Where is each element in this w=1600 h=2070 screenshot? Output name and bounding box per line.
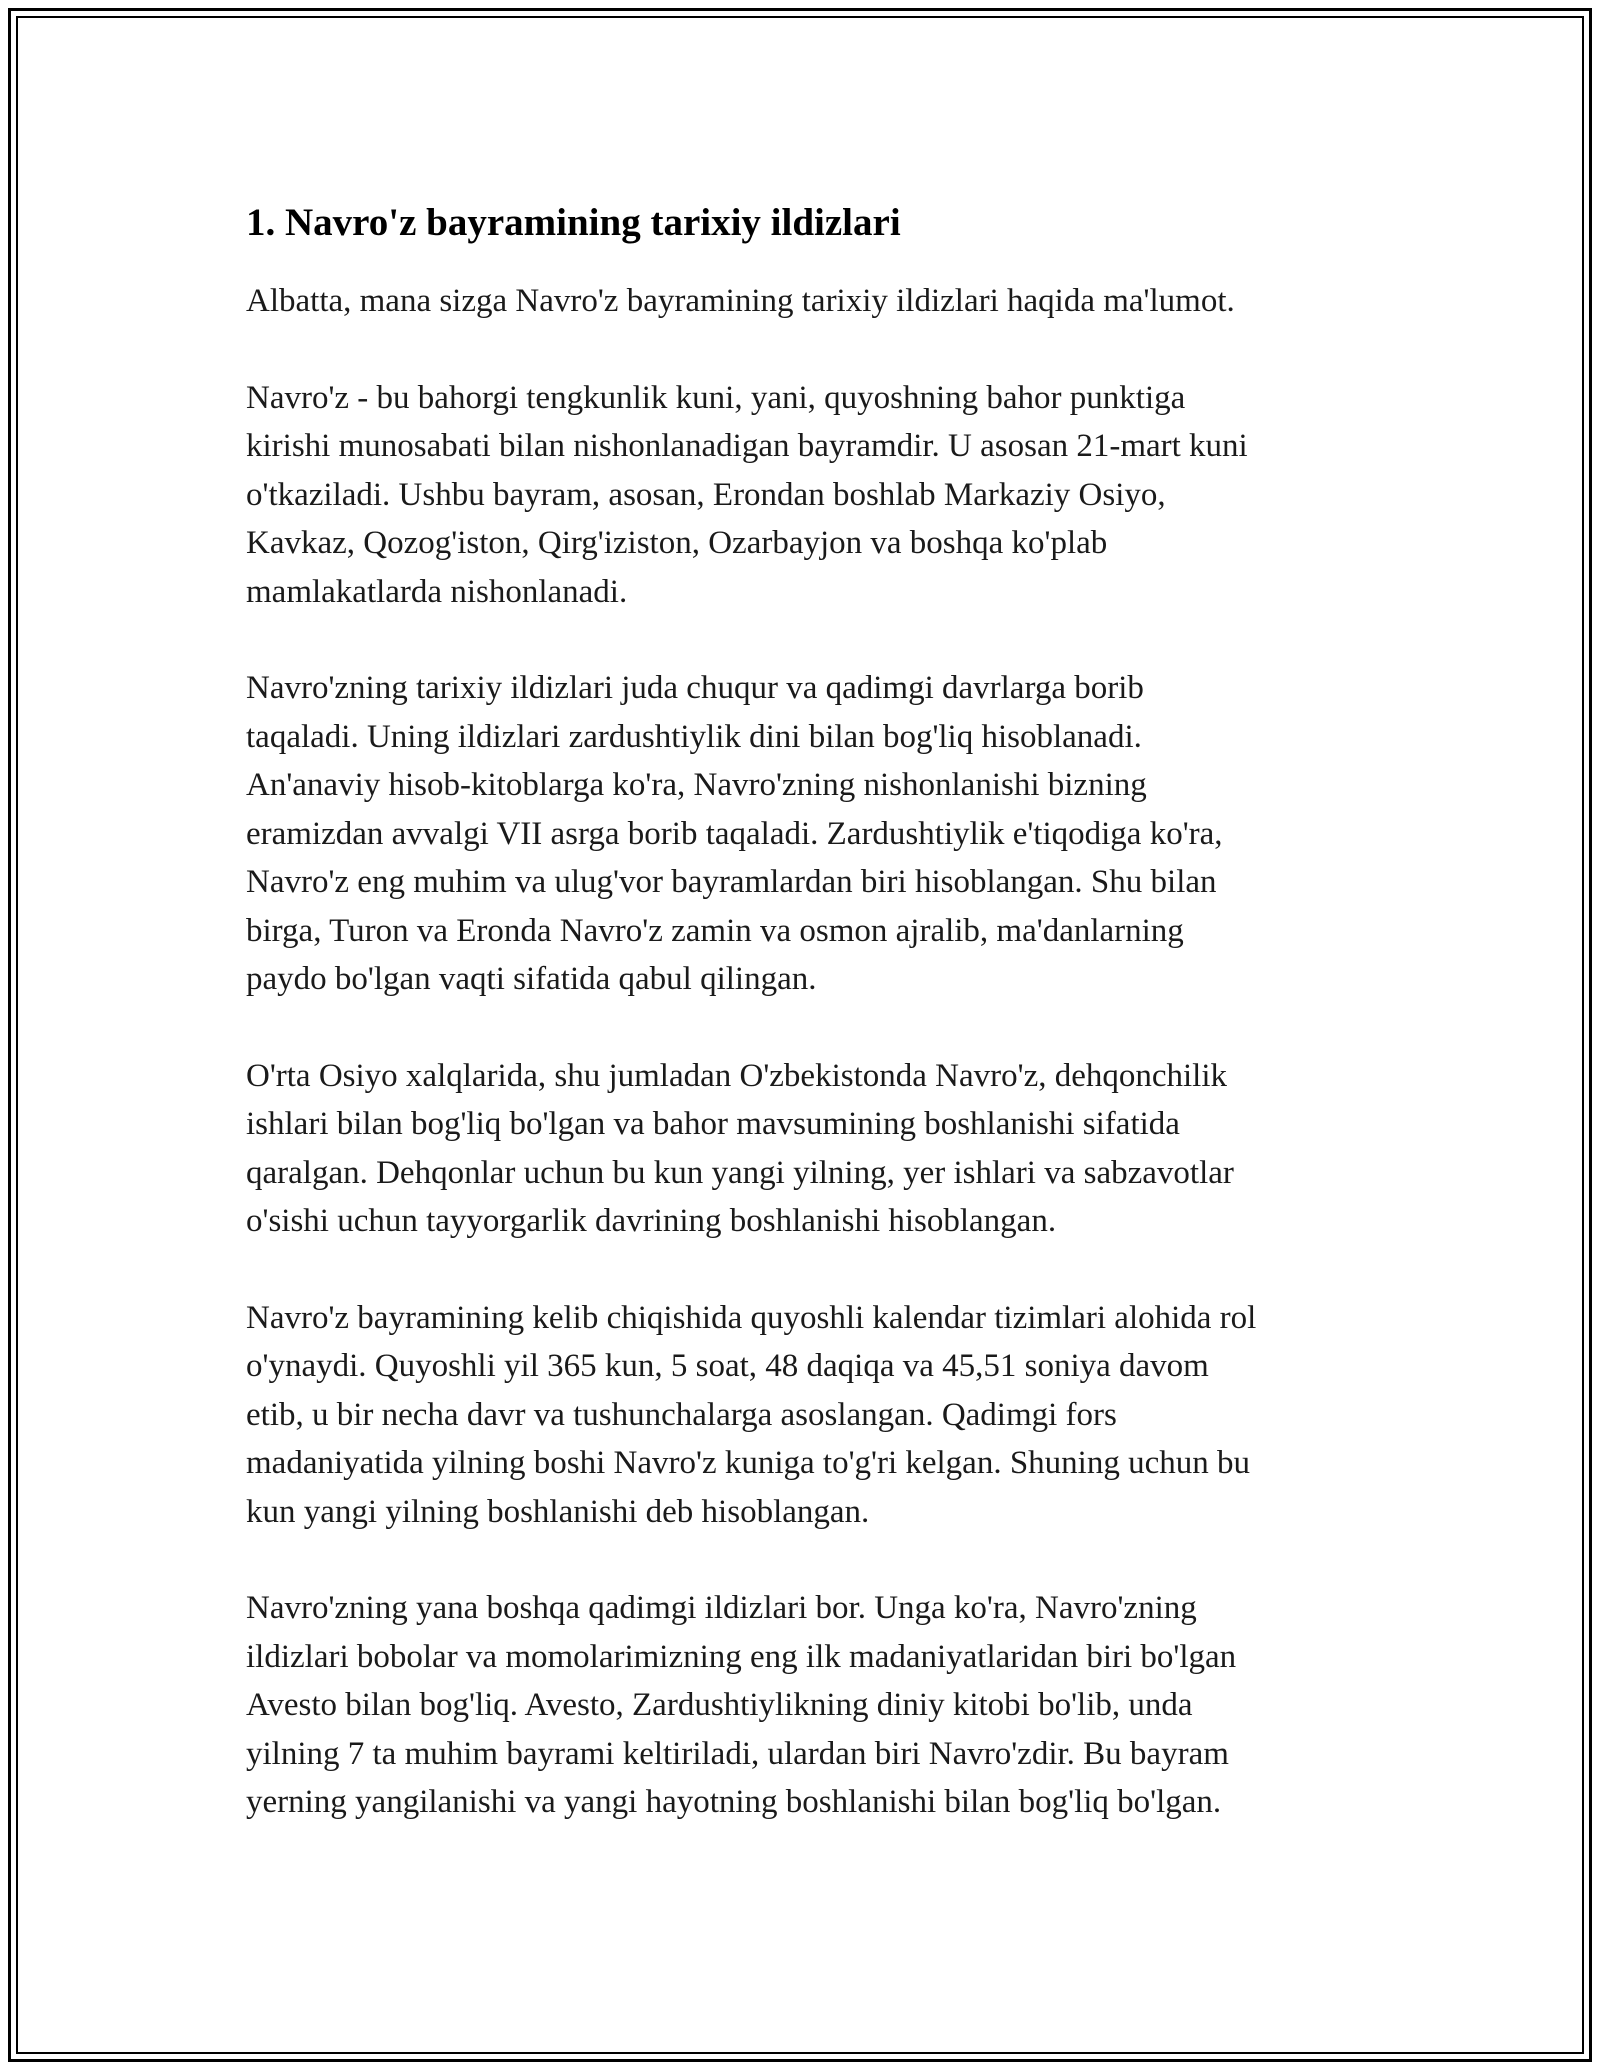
document-title: 1. Navro'z bayramining tarixiy ildizlari [246,201,901,244]
paragraph-roots: Navro'zning tarixiy ildizlari juda chuqur va qadimgi davrlarga borib taqaladi. Uning ildizlari zardushtiylik dini bilan bog'liq hisoblanadi. An'anaviy hisob-kitoblarga ko'ra, Navro'zning nishonlanishi bizning eramizdan avvalgi VII asrga borib taqaladi. Zardushtiylik e'tiqodiga ko'ra, Navro'z eng muhim va ulug'vor bayramlardan biri hisoblangan. Shu bilan birga, Turon va Eronda Navro'z zamin va osmon ajralib, ma'danlarning paydo bo'lgan vaqti sifatida qabul qilingan. [246,670,1223,997]
paragraph-intro: Albatta, mana sizga Navro'z bayramining tarixiy ildizlari haqida ma'lumot. [246,283,1235,319]
paragraph-solar-calendar: Navro'z bayramining kelib chiqishida quyoshli kalendar tizimlari alohida rol o'ynaydi. Quyoshli yil 365 kun, 5 soat, 48 daqiqa va 45,51 soniya davom etib, u bir necha davr va tushunchalarga asoslangan. Qadimgi fors madaniyatida yilning boshi Navro'z kuniga to'g'ri kelgan. Shuning uchun bu kun yangi yilning boshlanishi deb hisoblangan. [246,1299,1257,1530]
paragraph-definition: Navro'z - bu bahorgi tengkunlik kuni, yani, quyoshning bahor punktiga kirishi munosabati bilan nishonlanadigan bayramdir. U asosan 21-mart kuni o'tkaziladi. Ushbu bayram, asosan, Erondan boshlab Markaziy Osiyo, Kavkaz, Qozog'iston, Qirg'iziston, Ozarbayjon va boshqa ko'plab mamlakatlarda nishonlanadi. [246,379,1248,610]
paragraph-avesto: Navro'zning yana boshqa qadimgi ildizlari bor. Unga ko'ra, Navro'zning ildizlari bobolar va momolarimizning eng ilk madaniyatlaridan biri bo'lgan Avesto bilan bog'liq. Avesto, Zardushtiylikning diniy kitobi bo'lib, unda yilning 7 ta muhim bayrami keltiriladi, ulardan biri Navro'zdir. Bu bayram yerning yangilanishi va yangi hayotning boshlanishi bilan bog'liq bo'lgan. [246,1590,1237,1820]
page-frame [8,8,1592,2062]
document-body [246,197,1386,1875]
paragraph-central-asia: O'rta Osiyo xalqlarida, shu jumladan O'zbekistonda Navro'z, dehqonchilik ishlari bilan bog'liq bo'lgan va bahor mavsumining boshlanishi sifatida qaralgan. Dehqonlar uchun bu kun yangi yilning, yer ishlari va sabzavotlar o'sishi uchun tayyorgarlik davrining boshlanishi hisoblangan. [246,1057,1234,1239]
